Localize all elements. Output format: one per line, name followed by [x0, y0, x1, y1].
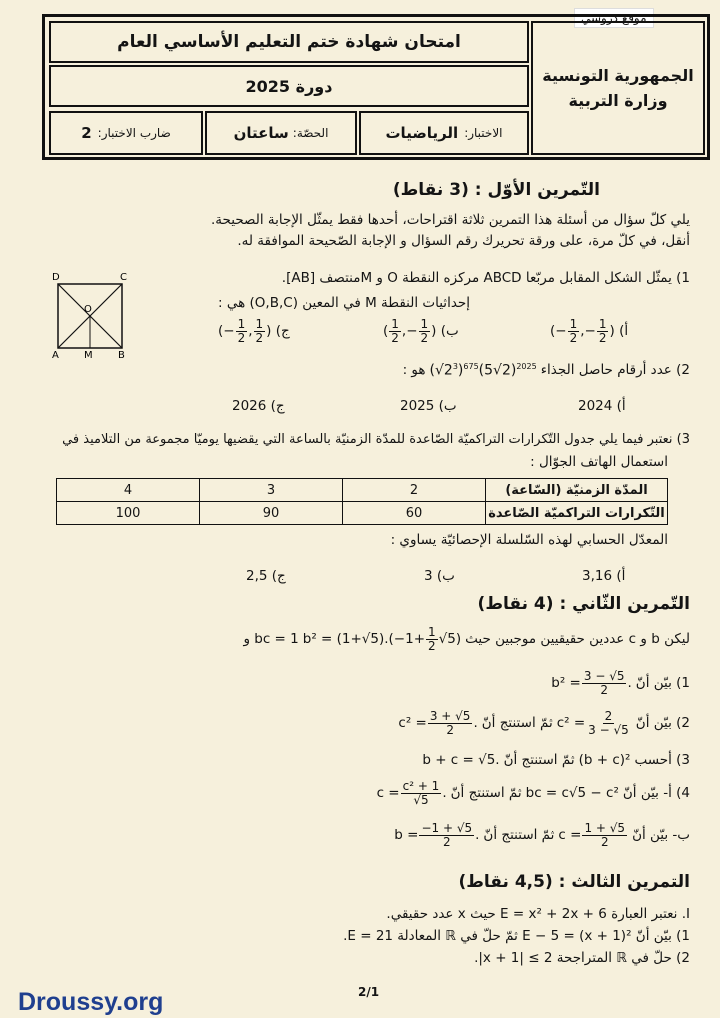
exam-title: امتحان شهادة ختم التعليم الأساسي العام [117, 32, 461, 52]
q3-option-c [246, 568, 286, 584]
table-row-label: التّكرارات التراكميّة الصّاعدة [486, 502, 668, 525]
ex2-title: التّمرين الثّاني : (4 نقاط) [477, 594, 690, 614]
ex2-q4a-conclude: ثمّ استنتج أنّ [450, 785, 522, 802]
q2-option-a [578, 398, 626, 414]
label-c: C [120, 272, 127, 283]
duration: ساعتان [233, 124, 289, 142]
subject-cell [359, 111, 529, 155]
ex1-q3-line2: استعمال الهاتف الجوّال : [530, 454, 668, 470]
q2-exponent-2: 2025 [516, 362, 537, 371]
ex1-q2-end: هو : [402, 362, 426, 379]
ex3-part1: I. نعتبر العبارة E = x² + 2x + 6 حيث x عدد حقيقي. [386, 906, 690, 922]
q2-option-c [232, 398, 285, 414]
table-row-label: المدّة الزمنيّة (السّاعة) [486, 479, 668, 502]
q3-option-a [582, 568, 625, 584]
ex1-intro1: يلي كلّ سؤال من أسئلة هذا التمرين ثلاثة اقتراحات، أحدها فقط يمثّل الإجابة الصحيحة. [211, 212, 690, 228]
ex1-q1b: إحداثيات النقطة M في المعين (O,B,C) هي : [218, 295, 470, 311]
ex2-q2: 2) بيّن أنّ c² = $\frac{2}{3 - √5}$ ثمّ استنتج أنّ c² = $\frac{3 + √5}{2}$ . [398, 709, 690, 737]
ex2-q4b-conclude: ثمّ استنتج أنّ [483, 827, 555, 844]
duration-label: الحصّة: [292, 126, 329, 140]
frequency-table [56, 478, 668, 525]
ex2-q1: 1) بيّن أنّ b² = $\frac{3 - √5}{2}$ . [551, 669, 690, 697]
coef-label: ضارب الاختبار: [97, 126, 171, 140]
exam-title-cell [49, 21, 529, 63]
q2-option-b [400, 398, 457, 414]
session-cell [49, 65, 529, 107]
table-cell: 60 [343, 502, 486, 525]
table-cell: 90 [200, 502, 343, 525]
duration-cell [205, 111, 357, 155]
ex2-q3: 3) أحسب (b + c)² ثمّ استنتج أنّ b + c = √5. [422, 752, 690, 768]
label-a: A [52, 350, 59, 360]
ministry-cell [531, 21, 705, 155]
exam-header [42, 14, 710, 160]
q1-option-c-label: ج) [275, 323, 290, 340]
label-m: M [84, 350, 93, 360]
session: دورة 2025 [245, 76, 333, 96]
q3-option-b-label: ب) [436, 568, 455, 584]
republic: الجمهورية التونسية [542, 66, 694, 85]
ex1-q2: 2) عدد أرقام حاصل الجذاء $(√2^3)^{675}(5√2)^{2025}$ هو : [402, 362, 690, 379]
subject-label: الاختبار: [464, 126, 503, 140]
square-figure [48, 268, 138, 360]
site-badge: موقع دروسي [574, 8, 654, 28]
table-cell: 4 [57, 479, 200, 502]
ex1-q3-question: المعدّل الحسابي لهذه السّلسلة الإحصائيّة يساوي : [390, 532, 668, 548]
table-row-durations [57, 479, 668, 502]
ex1-intro2: أنقل، في كلّ مرة، على ورقة تحريرك رقم السؤال و الإجابة الصّحيحة الموافقة له. [237, 233, 690, 249]
q3-option-a-value: 3,16 [582, 568, 613, 584]
q2-option-a-value: 2024 [578, 398, 613, 414]
q2-option-c-value: 2026 [232, 398, 267, 414]
ex2-q4b-text: ب- بيّن أنّ [632, 827, 690, 844]
q2-option-b-label: ب) [438, 398, 457, 414]
table-cell: 100 [57, 502, 200, 525]
q3-option-c-value: 2,5 [246, 568, 268, 584]
ex1-q2-text: 2) عدد أرقام حاصل الجذاء [540, 362, 690, 379]
ex2-q2-conclude: ثمّ استنتج أنّ [481, 715, 553, 732]
q3-option-b [424, 568, 455, 584]
q1-option-b: ب) ( $\frac{1}{2}$ ,− $\frac{1}{2}$ ) [383, 317, 459, 345]
coef: 2 [81, 124, 92, 142]
droussy-logo: Droussy.org [18, 988, 164, 1016]
ex2-q4a: 4) أ- بيّن أنّ bc = c√5 − c² ثمّ استنتج أنّ c = $\frac{\text{c² + 1}}{√5}$ . [376, 779, 690, 807]
ministry: وزارة التربية [568, 91, 668, 110]
ex2-q3-conclude: ثمّ استنتج أنّ [503, 752, 575, 768]
ex2-q3-text: 3) أحسب [634, 752, 690, 768]
subject: الرياضيات [385, 124, 459, 142]
q3-option-b-value: 3 [424, 568, 433, 584]
ex2-q4a-text: 4) أ- بيّن أنّ [622, 785, 690, 802]
ex3-title: التمرين الثالث : (4,5 نقاط) [458, 872, 690, 892]
q2-option-a-label: أ) [616, 398, 626, 414]
label-d: D [52, 272, 60, 283]
q1-option-b-label: ب) [440, 323, 459, 340]
coef-cell [49, 111, 203, 155]
ex2-q2-text: 2) بيّن أنّ [635, 715, 690, 732]
q1-option-a: أ) (− $\frac{1}{2}$ ,− $\frac{1}{2}$ ) [550, 317, 629, 345]
q2-option-b-value: 2025 [400, 398, 435, 414]
ex1-q3-line1: 3) نعتبر فيما يلي جدول التّكرارات التراكميّة الصّاعدة للمدّة الزمنيّة بالساعة التي يقضيها يوميّا مجموعة من التلاميذ في [62, 432, 690, 447]
label-b: B [118, 350, 125, 360]
table-row-cumulative [57, 502, 668, 525]
ex3-q2: 2) حلّ في ℝ المتراجحة 2 ≥ |x + 1|. [474, 950, 690, 966]
q3-option-c-label: ج) [271, 568, 286, 584]
q1-option-c: ج) (− $\frac{1}{2}$ , $\frac{1}{2}$ ) [218, 317, 290, 345]
ex2-intro-end: bc = 1 و [243, 631, 299, 648]
ex3-q1: 1) بيّن أنّ E − 5 = (x + 1)² ثمّ حلّ في ℝ المعادلة E = 21. [343, 928, 690, 944]
ex1-q1: 1) يمثّل الشكل المقابل مربّعا ABCD مركزه النقطة O و Mمنتصف [AB]. [281, 270, 690, 286]
page-number: 2/1 [358, 985, 380, 999]
ex1-title: التّمرين الأوّل : (3 نقاط) [392, 180, 600, 200]
q2-exponent-1: 675 [463, 362, 479, 371]
table-cell: 2 [343, 479, 486, 502]
ex2-q1-text: 1) بيّن أنّ [635, 675, 690, 692]
q1-option-a-label: أ) [619, 323, 629, 340]
ex2-q4b: ب- بيّن أنّ c = $\frac{1 + √5}{2}$ ثمّ استنتج أنّ b = $\frac{-1 + √5}{2}$ . [394, 821, 690, 849]
ex2-intro-text: ليكن b و c عددين حقيقيين موجبين حيث [465, 631, 690, 648]
q3-option-a-label: أ) [616, 568, 626, 584]
table-cell: 3 [200, 479, 343, 502]
label-o: O [84, 304, 92, 315]
ex2-intro: ليكن b و c عددين حقيقيين موجبين حيث b² = (1+√5).(−1+ $\frac{1}{2}$ √5) bc = 1 و [243, 625, 690, 653]
q2-option-c-label: ج) [270, 398, 285, 414]
